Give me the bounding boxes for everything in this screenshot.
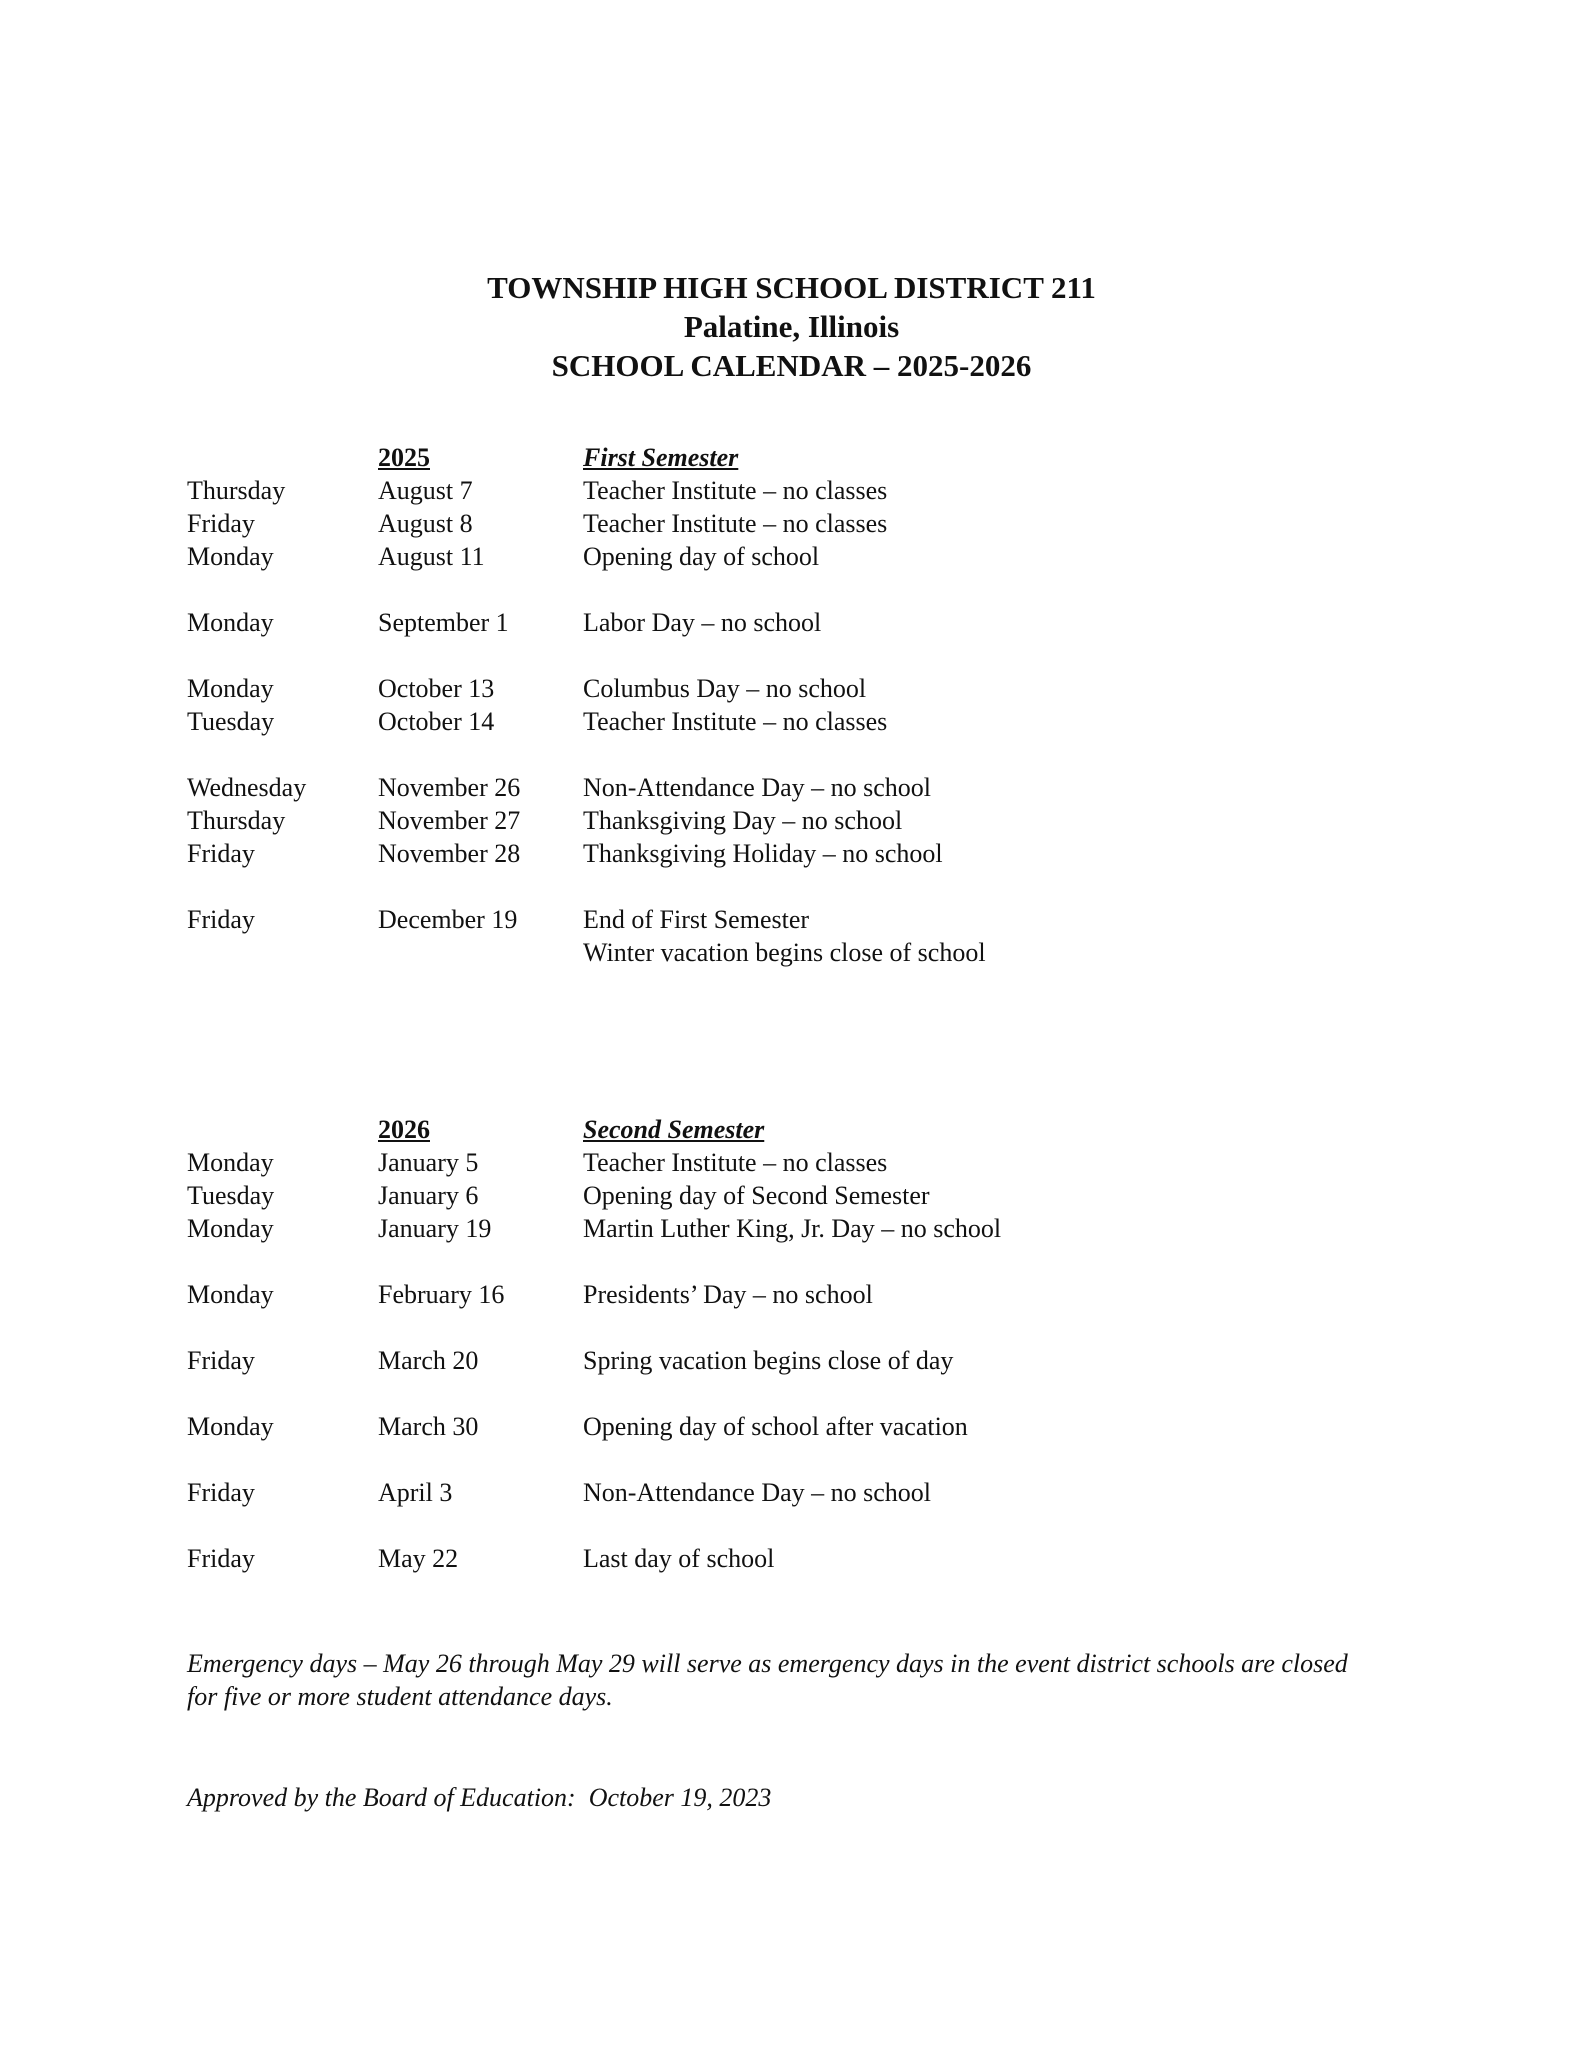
year-heading: 2025 <box>378 443 430 472</box>
event-line: Winter vacation begins close of school <box>583 938 986 967</box>
calendar-row <box>187 1542 1463 1575</box>
event-description <box>583 903 1463 969</box>
event-description <box>583 1278 1463 1311</box>
semester-heading: First Semester <box>583 443 739 472</box>
calendar-content <box>187 441 1463 1814</box>
first-semester-header-row <box>187 441 1463 474</box>
day-column-spacer <box>187 441 378 474</box>
event-description <box>583 606 1463 639</box>
event-date: September 1 <box>378 608 509 637</box>
event-line: Non-Attendance Day – no school <box>583 773 932 802</box>
year-heading: 2026 <box>378 1115 430 1144</box>
event-line: Presidents’ Day – no school <box>583 1280 873 1309</box>
event-day: Tuesday <box>187 1181 275 1210</box>
event-line: End of First Semester <box>583 905 810 934</box>
event-line: Teacher Institute – no classes <box>583 707 888 736</box>
event-day: Monday <box>187 1148 274 1177</box>
event-date: May 22 <box>378 1544 459 1573</box>
calendar-row <box>187 771 1463 804</box>
event-line: Spring vacation begins close of day <box>583 1346 954 1375</box>
semester-heading: Second Semester <box>583 1115 765 1144</box>
event-day: Monday <box>187 542 274 571</box>
second-semester-header-row <box>187 1113 1463 1146</box>
event-day: Wednesday <box>187 773 307 802</box>
event-day: Monday <box>187 1412 274 1441</box>
calendar-row <box>187 705 1463 738</box>
district-location: Palatine, Illinois <box>683 309 900 344</box>
event-date: December 19 <box>378 905 518 934</box>
event-date: January 5 <box>378 1148 479 1177</box>
calendar-row <box>187 804 1463 837</box>
calendar-row <box>187 507 1463 540</box>
calendar-row <box>187 837 1463 870</box>
calendar-row <box>187 474 1463 507</box>
event-day: Monday <box>187 1280 274 1309</box>
calendar-row <box>187 1344 1463 1377</box>
event-date: November 28 <box>378 839 521 868</box>
event-day: Monday <box>187 1214 274 1243</box>
event-day: Friday <box>187 905 255 934</box>
emergency-days-note: Emergency days – May 26 through May 29 will serve as emergency days in the event district schools are closed for five or more student attendance days. <box>187 1649 1348 1711</box>
document-title-block <box>0 268 1583 385</box>
event-date: January 6 <box>378 1181 479 1210</box>
calendar-row <box>187 1179 1463 1212</box>
event-date: February 16 <box>378 1280 505 1309</box>
first-semester-rows <box>187 474 1463 969</box>
calendar-row <box>187 1476 1463 1509</box>
event-date: November 27 <box>378 806 521 835</box>
event-description <box>583 1212 1463 1245</box>
event-day: Friday <box>187 509 255 538</box>
district-title: TOWNSHIP HIGH SCHOOL DISTRICT 211 <box>487 270 1096 305</box>
event-date: October 14 <box>378 707 495 736</box>
calendar-row <box>187 903 1463 969</box>
calendar-title: SCHOOL CALENDAR – 2025-2026 <box>551 348 1032 383</box>
event-line: Labor Day – no school <box>583 608 822 637</box>
event-line: Non-Attendance Day – no school <box>583 1478 932 1507</box>
event-date: November 26 <box>378 773 521 802</box>
event-description <box>583 771 1463 804</box>
event-description <box>583 1146 1463 1179</box>
event-date: January 19 <box>378 1214 492 1243</box>
calendar-row <box>187 540 1463 573</box>
event-day: Monday <box>187 674 274 703</box>
event-description <box>583 1476 1463 1509</box>
calendar-row <box>187 1146 1463 1179</box>
event-line: Opening day of school after vacation <box>583 1412 968 1441</box>
event-description <box>583 804 1463 837</box>
event-line: Thanksgiving Day – no school <box>583 806 903 835</box>
calendar-row <box>187 606 1463 639</box>
event-day: Thursday <box>187 476 286 505</box>
event-date: March 20 <box>378 1346 479 1375</box>
event-date: August 8 <box>378 509 473 538</box>
event-line: Last day of school <box>583 1544 775 1573</box>
event-line: Opening day of Second Semester <box>583 1181 930 1210</box>
event-description <box>583 672 1463 705</box>
event-description <box>583 837 1463 870</box>
second-semester-rows <box>187 1146 1463 1575</box>
calendar-row <box>187 672 1463 705</box>
event-line: Teacher Institute – no classes <box>583 1148 888 1177</box>
event-line: Columbus Day – no school <box>583 674 867 703</box>
event-day: Friday <box>187 839 255 868</box>
event-line: Teacher Institute – no classes <box>583 476 888 505</box>
event-date: April 3 <box>378 1478 453 1507</box>
event-line: Thanksgiving Holiday – no school <box>583 839 943 868</box>
event-day: Friday <box>187 1478 255 1507</box>
event-line: Teacher Institute – no classes <box>583 509 888 538</box>
event-date: August 11 <box>378 542 485 571</box>
event-description <box>583 1542 1463 1575</box>
day-column-spacer <box>187 1113 378 1146</box>
event-description <box>583 540 1463 573</box>
event-description <box>583 507 1463 540</box>
calendar-row <box>187 1212 1463 1245</box>
event-description <box>583 1344 1463 1377</box>
event-date: March 30 <box>378 1412 479 1441</box>
first-semester-section <box>187 441 1463 969</box>
event-description <box>583 1410 1463 1443</box>
board-approval-note: Approved by the Board of Education: October 19, 2023 <box>187 1783 772 1812</box>
event-description <box>583 474 1463 507</box>
event-day: Friday <box>187 1544 255 1573</box>
event-date: October 13 <box>378 674 495 703</box>
event-day: Friday <box>187 1346 255 1375</box>
event-date: August 7 <box>378 476 473 505</box>
event-line: Opening day of school <box>583 542 820 571</box>
calendar-row <box>187 1278 1463 1311</box>
event-day: Tuesday <box>187 707 275 736</box>
event-day: Monday <box>187 608 274 637</box>
event-day: Thursday <box>187 806 286 835</box>
second-semester-section <box>187 1113 1463 1575</box>
event-description <box>583 1179 1463 1212</box>
event-line: Martin Luther King, Jr. Day – no school <box>583 1214 1002 1243</box>
calendar-row <box>187 1410 1463 1443</box>
event-description <box>583 705 1463 738</box>
